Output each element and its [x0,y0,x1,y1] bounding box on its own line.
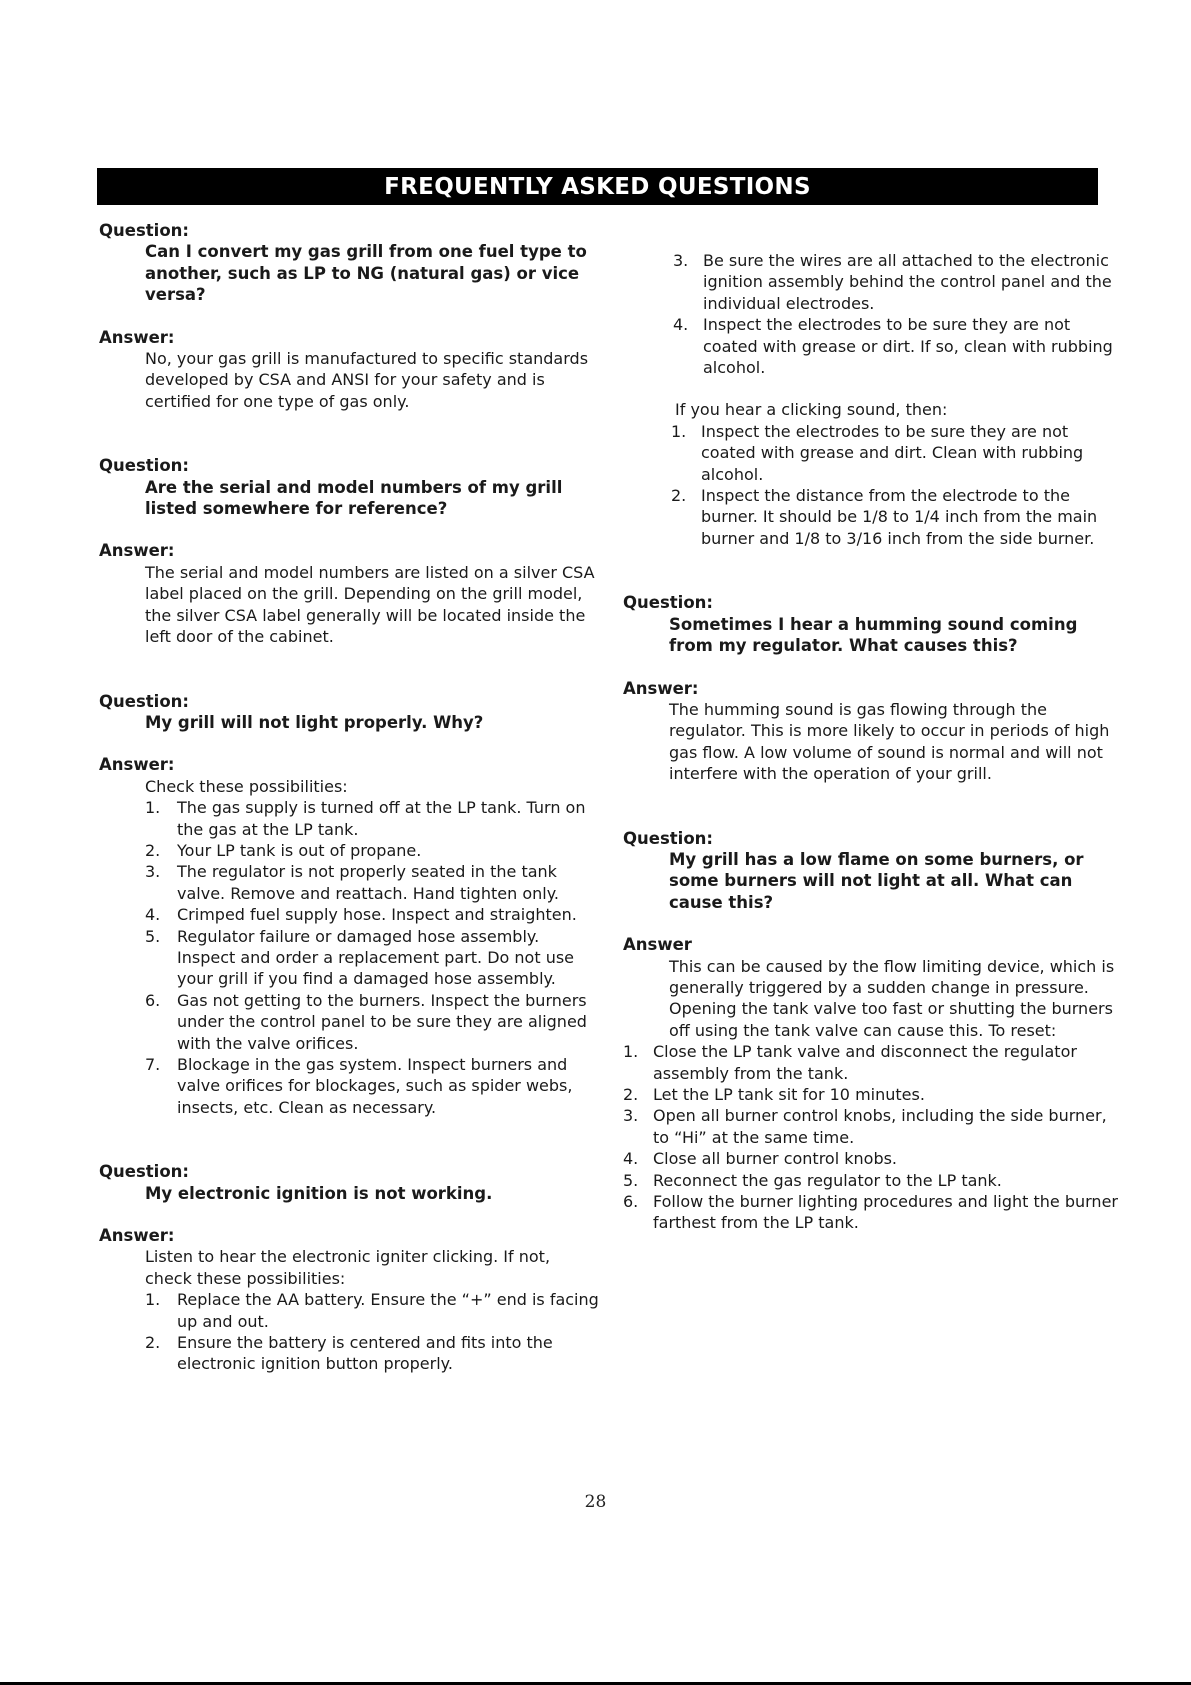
list-item: 2. Inspect the distance from the electrode to the burner. It should be 1/8 to 1/4 inch from the main burner and 1/8 to 3/16 inch from the side burner. [671,486,1098,548]
list-item: 2. Your LP tank is out of propane. [145,840,422,860]
section-title-banner: FREQUENTLY ASKED QUESTIONS [97,168,1098,205]
possibilities-list [145,797,599,1118]
faq-item-serial-numbers [99,455,599,647]
list-item: 1. Close the LP tank valve and disconnect the regulator assembly from the tank. [623,1042,1077,1083]
list-item: 1. Replace the AA battery. Ensure the “+” end is facing up and out. [145,1290,599,1331]
list-item: 4. Close all burner control knobs. [623,1149,898,1169]
faq-item-humming-regulator [623,592,1123,784]
question-text: Are the serial and model numbers of my grill listed somewhere for reference? [145,477,563,519]
answer-text: No, your gas grill is manufactured to specific standards developed by CSA and ANSI for your safety and is certified for one type of gas only. [145,349,589,411]
question-text: My grill will not light properly. Why? [145,712,484,732]
answer-label: Answer: [99,327,175,347]
list-item: 5. Regulator failure or damaged hose assembly. Inspect and order a replacement part. Do not use your grill if you find a damaged hose assembly. [145,926,575,989]
question-label: Question: [99,221,190,240]
answer-label: Answer: [99,1226,175,1246]
list-item: 3. The regulator is not properly seated in the tank valve. Remove and reattach. Hand tighten only. [145,862,559,903]
question-label: Question: [623,828,714,848]
reset-steps-list [623,1041,1123,1234]
answer-intro: Check these possibilities: [145,776,348,796]
list-item: 4. Crimped fuel supply hose. Inspect and straighten. [145,905,577,925]
right-column [623,250,1123,1234]
answer-text: The humming sound is gas flowing through the regulator. This is more likely to occur in periods of high gas flow. A low volume of sound is normal and will not interfere with the operation of your grill. [669,699,1110,784]
faq-item-fuel-conversion [99,220,599,412]
list-item: 7. Blockage in the gas system. Inspect burners and valve orifices for blockages, such as spider webs, insects, etc. Clean as necessary. [145,1055,573,1117]
answer-label: Answer: [623,678,699,698]
list-item: 4. Inspect the electrodes to be sure they are not coated with grease or dirt. If so, clean with rubbing alcohol. [673,315,1113,378]
list-item: 3. Be sure the wires are all attached to the electronic ignition assembly behind the control panel and the individual electrodes. [673,251,1112,313]
faq-item-electronic-ignition [99,1161,599,1375]
faq-item-low-flame [623,828,1123,1234]
list-item: 1. The gas supply is turned off at the LP tank. Turn on the gas at the LP tank. [145,798,586,839]
list-item: 6. Follow the burner lighting procedures and light the burner farthest from the LP tank. [623,1192,1118,1233]
left-column [99,220,599,1375]
question-label: Question: [623,593,714,613]
list-item: 2. Let the LP tank sit for 10 minutes. [623,1085,925,1104]
list-item: 2. Ensure the battery is centered and fits into the electronic ignition button properly. [145,1333,553,1374]
answer-intro: Listen to hear the electronic igniter clicking. If not, check these possibilities: [145,1247,551,1288]
faq-item-grill-not-lighting [99,691,599,1119]
answer-text: The serial and model numbers are listed on a silver CSA label placed on the grill. Depending on the grill model, the silver CSA label generally will be located inside the left door of the cabinet. [145,562,595,647]
possibilities-list [145,1289,599,1375]
list-item: 1. Inspect the electrodes to be sure they are not coated with grease and dirt. Clean with rubbing alcohol. [671,421,1084,484]
answer-label: Answer [623,935,692,955]
question-label: Question: [99,456,190,476]
question-text: Can I convert my gas grill from one fuel type to another, such as LP to NG (natural gas) or vice versa? [145,242,587,305]
question-label: Question: [99,691,190,711]
answer-label: Answer: [99,541,175,561]
question-text: My grill has a low flame on some burners, or some burners will not light at all. What can cause this? [669,849,1084,912]
answer-label: Answer: [99,755,175,775]
list-item: 5. Reconnect the gas regulator to the LP tank. [623,1170,1002,1190]
faq-item-electronic-ignition-continued [623,250,1123,549]
page-number: 28 [584,1492,607,1512]
question-label: Question: [99,1162,190,1182]
question-text: Sometimes I hear a humming sound coming from my regulator. What causes this? [669,614,1078,656]
possibilities-list-continued [673,250,1123,378]
clicking-intro: If you hear a clicking sound, then: [675,400,948,420]
answer-intro: This can be caused by the flow limiting device, which is generally triggered by a sudden change in pressure. Opening the tank valve too fast or shutting the burners off using the tank valve can cause this. To reset: [669,956,1115,1040]
question-text: My electronic ignition is not working. [145,1183,493,1203]
list-item: 3. Open all burner control knobs, including the side burner, to “Hi” at the same time. [623,1106,1107,1147]
list-item: 6. Gas not getting to the burners. Inspect the burners under the control panel to be sure they are aligned with the valve orifices. [145,990,587,1053]
clicking-list [671,421,1123,549]
